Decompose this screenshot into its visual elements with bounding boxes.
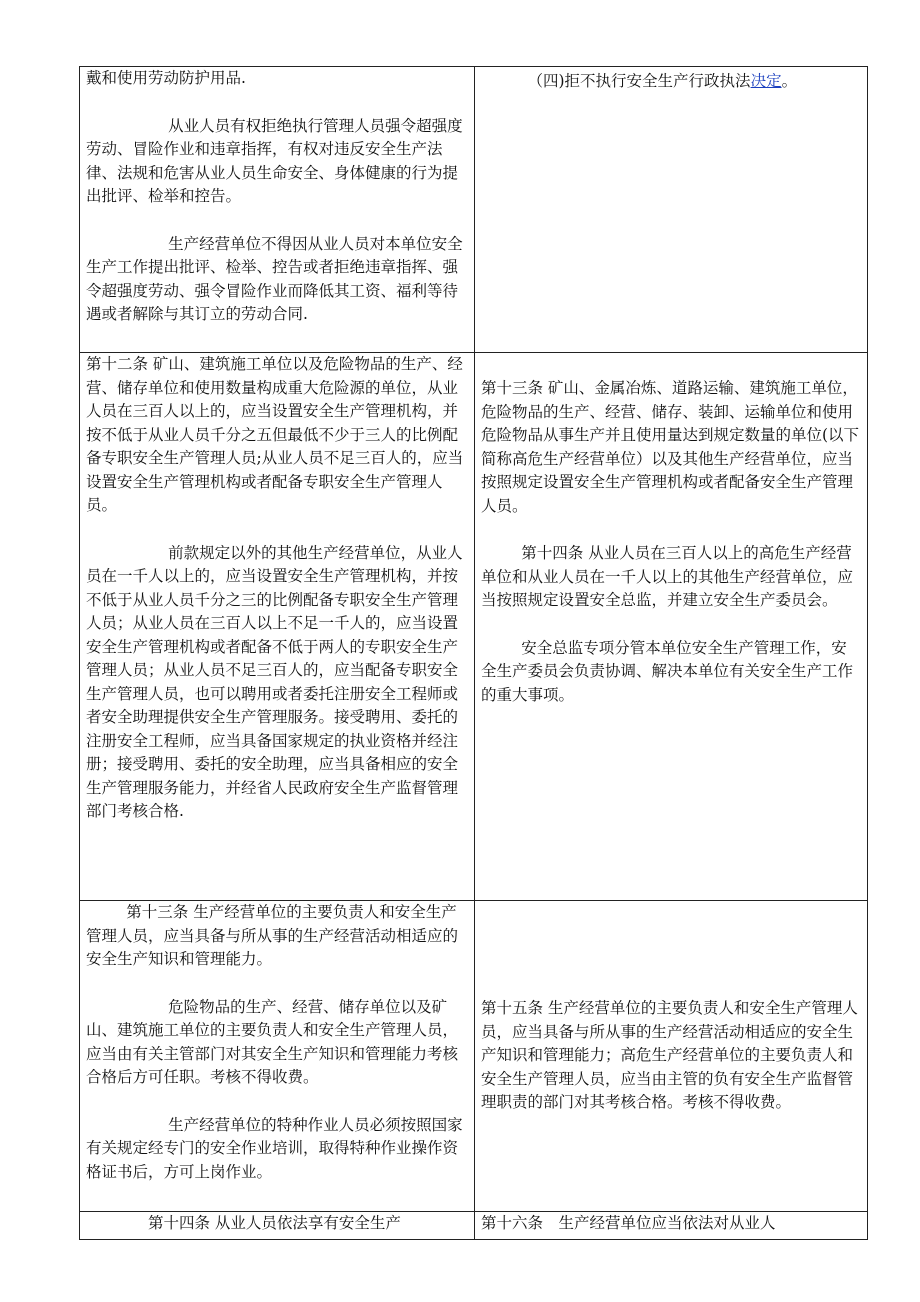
right-cell [475,67,868,353]
clause-text: （四)拒不执行安全生产行政执法 [527,72,751,90]
paragraph: 生产经营单位不得因从业人员对本单位安全生产工作提出批评、检举、控告或者拒绝违章指挥、强令超强度劳动、强令冒险作业而降低其工资、福利等待遇或者解除与其订立的劳动合同. [86,234,463,323]
left-cell [80,901,475,1212]
paragraph: 危险物品的生产、经营、储存单位以及矿山、建筑施工单位的主要负责人和安全生产管理人员，应当由有关主管部门对其安全生产知识和管理能力考核合格后方可任职。考核不得收费。 [86,997,459,1086]
right-cell [475,901,868,1212]
right-cell [475,353,868,901]
paragraph: 生产经营单位的特种作业人员必须按照国家有关规定经专门的安全作业培训，取得特种作业操作资格证书后，方可上岗作业。 [86,1115,463,1181]
paragraph: 第十四条 从业人员依法享有安全生产 [148,1214,401,1232]
paragraph: 第十四条 从业人员在三百人以上的高危生产经营单位和从业人员在一千人以上的其他生产经营单位，应当按照规定设置安全总监，并建立安全生产委员会。 [481,544,854,609]
paragraph: 第十三条 生产经营单位的主要负责人和安全生产管理人员，应当具备与所从事的生产经营活动相适应的安全生产知识和管理能力。 [86,903,459,968]
left-cell [80,67,475,353]
paragraph: 第十五条 生产经营单位的主要负责人和安全生产管理人员，应当具备与所从事的生产经营活动相适应的安全生产知识和管理能力；高危生产经营单位的主要负责人和安全生产管理人员，应当由主管的负有安全生产监督管理职责的部门对其考核合格。考核不得收费。 [481,999,858,1112]
paragraph: 从业人员有权拒绝执行管理人员强令超强度劳动、冒险作业和违章指挥，有权对违反安全生产法律、法规和危害从业人员生命安全、身体健康的行为提出批评、检举和控告。 [86,116,463,205]
decision-link[interactable]: 决定 [750,72,782,90]
table-row [80,67,868,353]
paragraph: 第十二条 矿山、建筑施工单位以及危险物品的生产、经营、储存单位和使用数量构成重大危险源的单位，从业人员在三百人以上的，应当设置安全生产管理机构，并按不低于从业人员千分之五但最低不少于三人的比例配备专职安全生产管理人员;从业人员不足三百人的，应当设置安全生产管理机构或者配备专职安全生产管理人员。 [86,355,464,514]
paragraph: 安全总监专项分管本单位安全生产管理工作，安全生产委员会负责协调、解决本单位有关安全生产工作的重大事项。 [481,638,854,704]
table-row [80,353,868,901]
paragraph: 第十三条 矿山、金属冶炼、道路运输、建筑施工单位，危险物品的生产、经营、储存、装卸、运输单位和使用危险物品从事生产并且使用量达到规定数量的单位(以下简称高危生产经营单位）以及其他生产经营单位，应当按照规定设置安全生产管理机构或者配备安全生产管理人员。 [481,379,860,515]
right-cell [475,1212,868,1240]
left-cell [80,353,475,901]
table-row [80,1212,868,1240]
comparison-table [79,66,868,1240]
paragraph [481,70,861,94]
left-cell [80,1212,475,1240]
clause-end: 。 [781,72,798,90]
paragraph: 第十六条 生产经营单位应当依法对从业人 [481,1214,776,1232]
paragraph: 戴和使用劳动防护用品. [86,69,246,87]
table-row [80,901,868,1212]
paragraph: 前款规定以外的其他生产经营单位，从业人员在一千人以上的，应当设置安全生产管理机构，并按不低于从业人员千分之三的比例配备专职安全生产管理人员；从业人员在三百人以上不足一千人的，应当设置安全生产管理机构或者配备不低于两人的专职安全生产管理人员；从业人员不足三百人的，应当配备专职安全生产管理人员，也可以聘用或者委托注册安全工程师或者安全助理提供安全生产管理服务。接受聘用、委托的注册安全工程师，应当具备国家规定的执业资格并经注册；接受聘用、委托的安全助理，应当具备相应的安全生产管理服务能力，并经省人民政府安全生产监督管理部门考核合格. [86,543,463,820]
